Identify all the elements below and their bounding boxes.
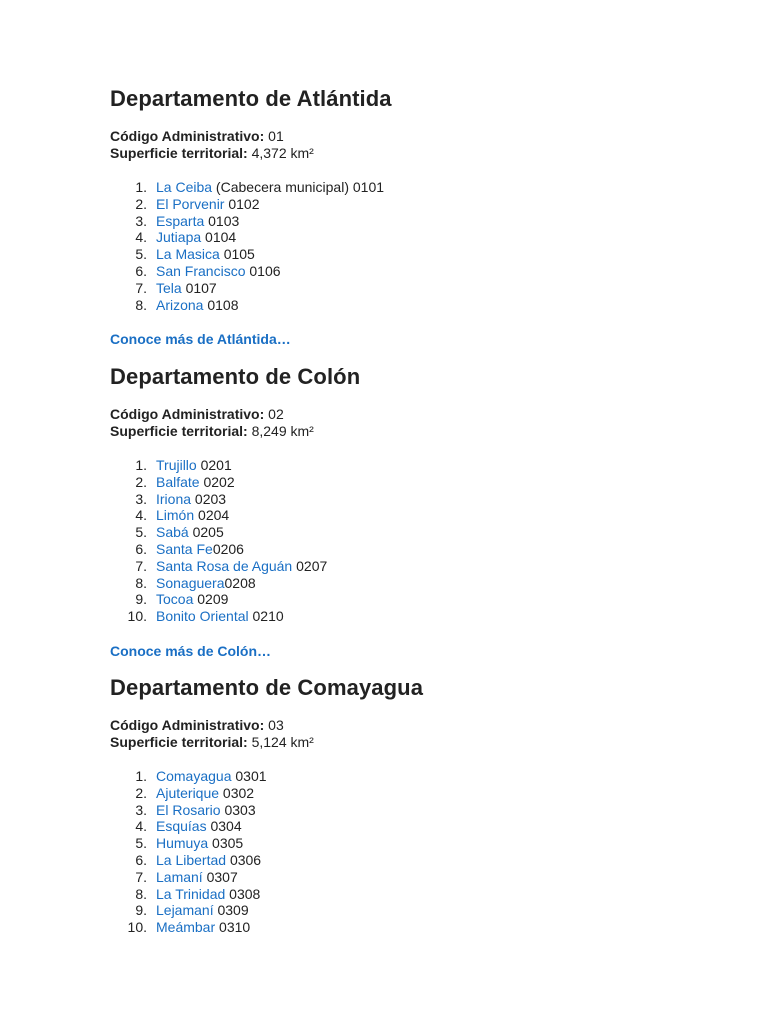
- list-number: 6.: [135, 851, 147, 868]
- list-number: 3.: [135, 212, 147, 229]
- list-item: [110, 474, 360, 491]
- code-line: [110, 128, 392, 145]
- list-number: 7.: [135, 868, 147, 885]
- list-item: [110, 457, 360, 474]
- code-label: Código Administrativo:: [110, 717, 265, 733]
- area-label: Superficie territorial:: [110, 423, 248, 439]
- list-number: 8.: [135, 885, 147, 902]
- list-item: [110, 785, 423, 802]
- municipality-link[interactable]: Iriona: [156, 490, 192, 507]
- municipality-link[interactable]: Lejamaní: [156, 902, 214, 919]
- list-item: [110, 886, 423, 903]
- municipality-link[interactable]: Esparta: [156, 212, 205, 229]
- municipality-link[interactable]: Lamaní: [156, 868, 203, 885]
- municipality-code: 0207: [292, 557, 328, 574]
- list-item: [110, 541, 360, 558]
- municipality-link[interactable]: Comayagua: [156, 768, 232, 784]
- municipality-code: 0303: [220, 801, 256, 818]
- municipality-code: 0301: [231, 768, 267, 784]
- list-number: 5.: [135, 835, 147, 852]
- list-number: 8.: [135, 296, 147, 313]
- municipality-code: 0306: [226, 851, 262, 868]
- list-item: [110, 229, 392, 246]
- list-item: [110, 852, 423, 869]
- list-number: 9.: [135, 902, 147, 919]
- code-value: 01: [268, 128, 284, 144]
- list-item: [110, 491, 360, 508]
- list-item: [110, 835, 423, 852]
- municipality-code: 0305: [208, 835, 244, 852]
- municipality-link[interactable]: Sabá: [156, 524, 189, 541]
- department-section-colon: [110, 362, 360, 661]
- list-number: 5.: [135, 524, 147, 541]
- area-line: [110, 423, 360, 440]
- municipality-code: 0302: [219, 784, 255, 801]
- code-line: [110, 406, 360, 423]
- list-number: 4.: [135, 229, 147, 246]
- municipality-code: 0304: [206, 818, 242, 835]
- list-item: [110, 768, 423, 785]
- area-label: Superficie territorial:: [110, 734, 248, 750]
- more-about-link[interactable]: Conoce más de Atlántida…: [110, 331, 291, 348]
- municipality-code: 0308: [225, 885, 261, 902]
- list-item: [110, 524, 360, 541]
- area-value: 5,124 km²: [251, 734, 314, 750]
- list-number: 10.: [127, 608, 147, 625]
- list-number: 7.: [135, 557, 147, 574]
- municipality-link[interactable]: La Trinidad: [156, 885, 226, 902]
- municipality-link[interactable]: Sonaguera: [156, 574, 225, 591]
- list-number: 2.: [135, 473, 147, 490]
- municipality-link[interactable]: Meámbar: [156, 919, 216, 936]
- list-item: [110, 507, 360, 524]
- municipality-link[interactable]: Santa Fe: [156, 540, 213, 557]
- list-item: [110, 558, 360, 575]
- municipality-link[interactable]: Balfate: [156, 473, 200, 490]
- list-number: 1.: [135, 179, 147, 195]
- municipality-code: 0210: [248, 608, 284, 625]
- department-section-comayagua: [110, 673, 423, 936]
- department-section-atlantida: [110, 84, 392, 349]
- code-value: 03: [268, 717, 284, 733]
- municipality-code: 0106: [245, 262, 281, 279]
- list-number: 4.: [135, 507, 147, 524]
- list-number: 3.: [135, 801, 147, 818]
- municipality-list: [110, 457, 360, 625]
- list-number: 2.: [135, 195, 147, 212]
- municipality-code: 0103: [204, 212, 240, 229]
- municipality-link[interactable]: San Francisco: [156, 262, 246, 279]
- municipality-link[interactable]: Ajuterique: [156, 784, 220, 801]
- department-title: Departamento de Comayagua: [110, 675, 424, 700]
- municipality-link[interactable]: Tela: [156, 279, 182, 296]
- municipality-link[interactable]: La Masica: [156, 246, 220, 263]
- area-value: 8,249 km²: [251, 423, 314, 439]
- code-line: [110, 717, 423, 734]
- code-label: Código Administrativo:: [110, 128, 265, 144]
- municipality-code: 0310: [215, 919, 251, 936]
- department-title: Departamento de Colón: [110, 364, 361, 389]
- list-number: 6.: [135, 262, 147, 279]
- list-item: [110, 591, 360, 608]
- list-item: [110, 575, 360, 592]
- municipality-code: 0102: [224, 195, 260, 212]
- list-item: [110, 280, 392, 297]
- municipality-code: (Cabecera municipal) 0101: [212, 179, 385, 195]
- list-number: 6.: [135, 540, 147, 557]
- list-number: 7.: [135, 279, 147, 296]
- list-item: [110, 196, 392, 213]
- municipality-code: 0202: [199, 473, 235, 490]
- municipality-code: 0209: [193, 591, 229, 608]
- municipality-link[interactable]: Trujillo: [156, 457, 197, 473]
- list-item: [110, 297, 392, 314]
- municipality-list: [110, 179, 392, 313]
- municipality-link[interactable]: La Ceiba: [156, 179, 213, 195]
- list-item: [110, 179, 392, 196]
- list-item: [110, 213, 392, 230]
- municipality-link[interactable]: Humuya: [156, 835, 209, 852]
- department-meta: [110, 406, 360, 440]
- municipality-link[interactable]: Tocoa: [156, 591, 194, 608]
- municipality-code: 0307: [202, 868, 238, 885]
- list-number: 9.: [135, 591, 147, 608]
- list-item: [110, 869, 423, 886]
- area-line: [110, 734, 423, 751]
- municipality-code: 0105: [219, 246, 255, 263]
- list-item: [110, 246, 392, 263]
- municipality-link[interactable]: Limón: [156, 507, 195, 524]
- municipality-code: 0107: [181, 279, 217, 296]
- department-meta: [110, 128, 392, 162]
- list-item: [110, 902, 423, 919]
- area-label: Superficie territorial:: [110, 145, 248, 161]
- list-item: [110, 608, 360, 625]
- area-value: 4,372 km²: [251, 145, 314, 161]
- municipality-link[interactable]: El Porvenir: [156, 195, 225, 212]
- list-number: 10.: [127, 919, 147, 936]
- list-number: 4.: [135, 818, 147, 835]
- area-line: [110, 145, 392, 162]
- list-number: 8.: [135, 574, 147, 591]
- list-item: [110, 802, 423, 819]
- municipality-code: 0108: [203, 296, 239, 313]
- municipality-link[interactable]: El Rosario: [156, 801, 221, 818]
- municipality-code: 0201: [196, 457, 232, 473]
- municipality-code: 0204: [194, 507, 230, 524]
- more-about-link[interactable]: Conoce más de Colón…: [110, 642, 272, 659]
- municipality-link[interactable]: Arizona: [156, 296, 204, 313]
- municipality-link[interactable]: La Libertad: [156, 851, 227, 868]
- municipality-code: 0208: [224, 574, 256, 591]
- municipality-link[interactable]: Santa Rosa de Aguán: [156, 557, 293, 574]
- municipality-link[interactable]: Bonito Oriental: [156, 608, 249, 625]
- municipality-code: 0309: [213, 902, 249, 919]
- department-title: Departamento de Atlántida: [110, 86, 392, 111]
- municipality-code: 0104: [201, 229, 237, 246]
- list-number: 5.: [135, 246, 147, 263]
- municipality-code: 0203: [191, 490, 227, 507]
- list-item: [110, 818, 423, 835]
- list-number: 1.: [135, 768, 147, 784]
- code-value: 02: [268, 406, 284, 422]
- list-number: 2.: [135, 784, 147, 801]
- municipality-link[interactable]: Esquías: [156, 818, 207, 835]
- code-label: Código Administrativo:: [110, 406, 265, 422]
- municipality-code: 0205: [188, 524, 224, 541]
- municipality-link[interactable]: Jutiapa: [156, 229, 202, 246]
- list-item: [110, 919, 423, 936]
- municipality-code: 0206: [212, 540, 244, 557]
- department-meta: [110, 717, 423, 751]
- list-number: 3.: [135, 490, 147, 507]
- municipality-list: [110, 768, 423, 936]
- list-item: [110, 263, 392, 280]
- list-number: 1.: [135, 457, 147, 473]
